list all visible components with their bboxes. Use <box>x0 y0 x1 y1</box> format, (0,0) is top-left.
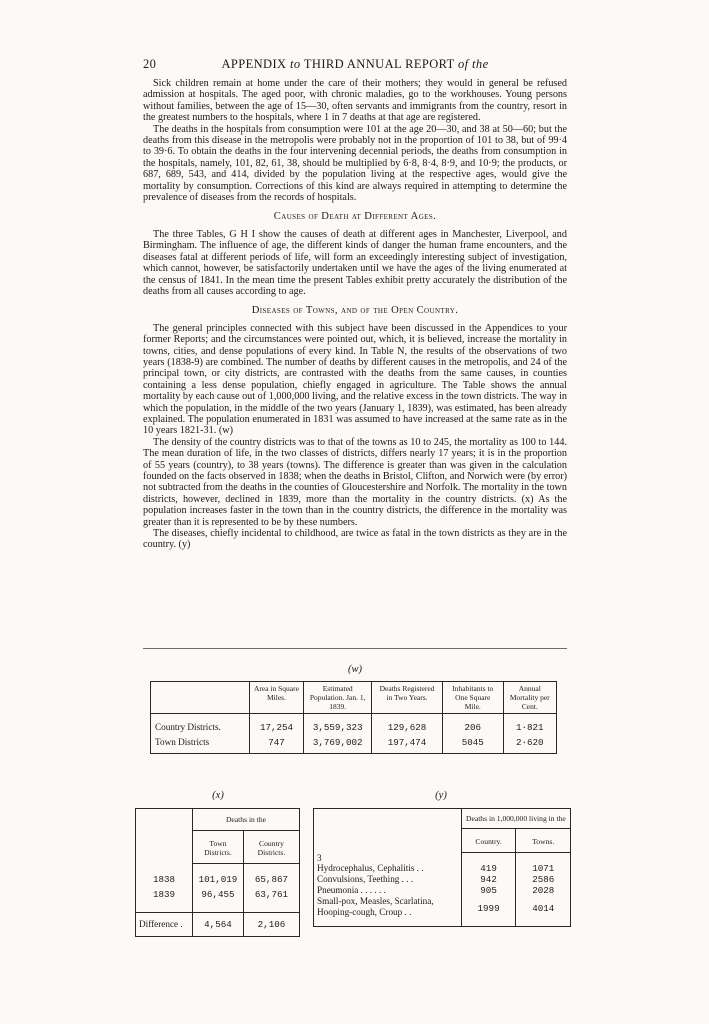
section-heading: Diseases of Towns, and of the Open Country. <box>251 305 459 317</box>
body-text <box>143 78 567 551</box>
cell: 4014 <box>516 896 571 927</box>
running-head-to: to <box>290 57 301 71</box>
table-w-header-area: Area in Square Miles. <box>249 682 304 714</box>
table-x-corner-2 <box>136 831 193 864</box>
cell: 129,628 <box>372 714 443 736</box>
running-head-pre: APPENDIX <box>221 57 287 71</box>
table-y-corner <box>314 809 462 829</box>
cell: 942 <box>461 874 516 885</box>
cell: 197,474 <box>372 735 443 754</box>
table-w-corner <box>151 682 250 714</box>
table-y-label: (y) <box>435 790 447 801</box>
table-w-header-inhabitants: Inhabitants to One Square Mile. <box>442 682 503 714</box>
cell: 1071 <box>516 863 571 874</box>
row-label: Town Districts <box>155 737 210 747</box>
row-label: Convulsions, Teething . . . <box>317 873 414 884</box>
cell: 747 <box>249 735 304 754</box>
cell: 3,559,323 <box>304 714 372 736</box>
cell: 2·620 <box>503 735 556 754</box>
cell: 101,019 <box>193 864 244 888</box>
cell: 2,106 <box>243 913 299 937</box>
table-x-label: (x) <box>212 790 224 801</box>
table-w-header-population: Estimated Population. Jan. 1, 1839. <box>304 682 372 714</box>
cell: 419 <box>461 863 516 874</box>
paragraph: The diseases, chiefly incidental to childhood, are twice as fatal in the town districts as they are in the country. (y) <box>143 528 567 551</box>
table-x-col-town: Town Districts. <box>193 831 244 864</box>
paragraph: The three Tables, G H I show the causes of death at different ages in Manchester, Liverpool, and Birmingham. The influence of age, the different kinds of danger the human frame encounters, and the diseases fatal at different periods of life, will form an exceedingly interesting subject of investigation, which cannot, however, be satisfactorily undertaken until we have the ages of the living enumerated at the census of 1841. In the mean time the present Tables exhibit pretty accurately the distribution of the deaths from all causes according to age. <box>143 228 567 297</box>
paragraph: Sick children remain at home under the care of their mothers; they would in general be refused admission at hospitals. The aged poor, with chronic maladies, go to the workhouses. Young persons without families, between the age of 15—30, often servants and immigrants from the country, resort in the greatest numbers to the hospitals, where 1 in 7 deaths at that age are registered. <box>143 78 567 124</box>
running-head-mid: THIRD ANNUAL REPORT <box>303 57 455 71</box>
row-label: Pneumonia . . . . . . <box>317 884 386 895</box>
row-label: Small-pox, Measles, Scarlatina, Hooping-cough, Croup . . <box>317 895 434 917</box>
cell: 206 <box>442 714 503 736</box>
table-y-marker: 3 <box>317 852 322 863</box>
row-label: Hydrocephalus, Cephalitis . . <box>317 862 424 873</box>
spacer <box>461 853 516 863</box>
cell: 63,761 <box>243 887 299 913</box>
row-label: 1838 <box>152 873 176 885</box>
table-w-header-mortality: Annual Mortality per Cent. <box>503 682 556 714</box>
table-x <box>135 808 300 937</box>
cell: 3,769,002 <box>304 735 372 754</box>
running-head-title <box>143 57 567 72</box>
cell: 4,564 <box>193 913 244 937</box>
cell: 5045 <box>442 735 503 754</box>
table-row <box>314 863 571 874</box>
table-y-col-towns: Towns. <box>516 829 571 853</box>
divider-rule <box>143 648 567 649</box>
page-number: 20 <box>143 57 157 71</box>
table-row <box>151 714 557 736</box>
paragraph: The deaths in the hospitals from consumption were 101 at the age 20—30, and 38 at 50—60; but the deaths from this disease in the metropolis were probably not in the proportion of 101 to 38, but of 99·4 to 39·6. To obtain the deaths in the four intervening decennial periods, the deaths from consumption in the hospitals, namely, 101, 82, 61, 38, should be multiplied by 6·8, 8·4, 8·9, and 10·9; the products, or 687, 689, 543, and 414, divided by the population living at the respective ages, would give the mortality by consumption. Corrections of this kind are always required in attempting to determine the prevalence of diseases from the records of hospitals. <box>143 123 567 204</box>
table-w-label: (w) <box>348 664 362 675</box>
table-y <box>313 808 571 927</box>
table-row <box>314 874 571 885</box>
cell: 1·821 <box>503 714 556 736</box>
table-x-group-header: Deaths in the <box>193 809 300 831</box>
table-row <box>136 887 300 913</box>
paragraph: The density of the country districts was to that of the towns as 10 to 245, the mortality as 100 to 144. The mean duration of life, in the two classes of districts, differs nearly 17 years; it is in the proportion of 55 years (country), to 38 years (towns). The difference is greater than was given in the calculation founded on the facts observed in 1838; when the deaths in Bristol, Clifton, and Norwich were (by error) not subtracted from the deaths in the counties of Gloucestershire and Norfolk. The mortality in the town districts, however, declined in 1839, more than the mortality in the country districts. (x) As the population increases faster in the town than in the country districts, the difference in the mortality was greater than it is represented to be by these numbers. <box>143 436 567 528</box>
cell: 2028 <box>516 885 571 896</box>
table-y-corner-2 <box>314 829 462 853</box>
spacer <box>516 853 571 863</box>
table-row <box>136 913 300 937</box>
table-y-col-country: Country. <box>461 829 516 853</box>
table-w-header-deaths: Deaths Registered in Two Years. <box>372 682 443 714</box>
running-head-of: of the <box>458 57 489 71</box>
cell: 905 <box>461 885 516 896</box>
row-label: Country Districts. <box>151 714 250 736</box>
cell: 96,455 <box>193 887 244 913</box>
row-label: 1839 <box>152 889 176 900</box>
table-x-corner <box>136 809 193 831</box>
section-heading: Causes of Death at Different Ages. <box>273 211 437 223</box>
table-row <box>151 735 557 754</box>
paragraph: The general principles connected with this subject have been discussed in the Appendices to your former Reports; and the circumstances were pointed out, which, it is believed, increase the mortality in towns, cities, and dense populations of every kind. In Table N, the results of the observations of two years (1838-9) are combined. The number of deaths by different causes in the metropolis, and 24 of the principal town, or city districts, are contrasted with the deaths from the same causes, in counties containing a less dense population, chiefly engaged in agriculture. The Table shows the annual mortality by each cause out of 1,000,000 living, and the relative excess in the town districts. The way in which the population, in the middle of the two years (January 1, 1839), was estimated, has been already explained. The population enumerated in 1831 was assumed to have increased at the same rate as in the 10 years 1821-31. (w) <box>143 322 567 437</box>
table-y-group-header: Deaths in 1,000,000 living in the <box>461 809 570 829</box>
cell: 17,254 <box>249 714 304 736</box>
cell: 1999 <box>461 896 516 927</box>
table-x-col-country: Country Districts. <box>243 831 299 864</box>
table-row <box>314 896 571 927</box>
table-row <box>314 885 571 896</box>
table-w <box>150 681 557 754</box>
running-header <box>143 57 567 73</box>
table-row <box>136 864 300 888</box>
cell: 65,867 <box>243 864 299 888</box>
cell: 2586 <box>516 874 571 885</box>
difference-label: Difference . <box>136 913 193 937</box>
